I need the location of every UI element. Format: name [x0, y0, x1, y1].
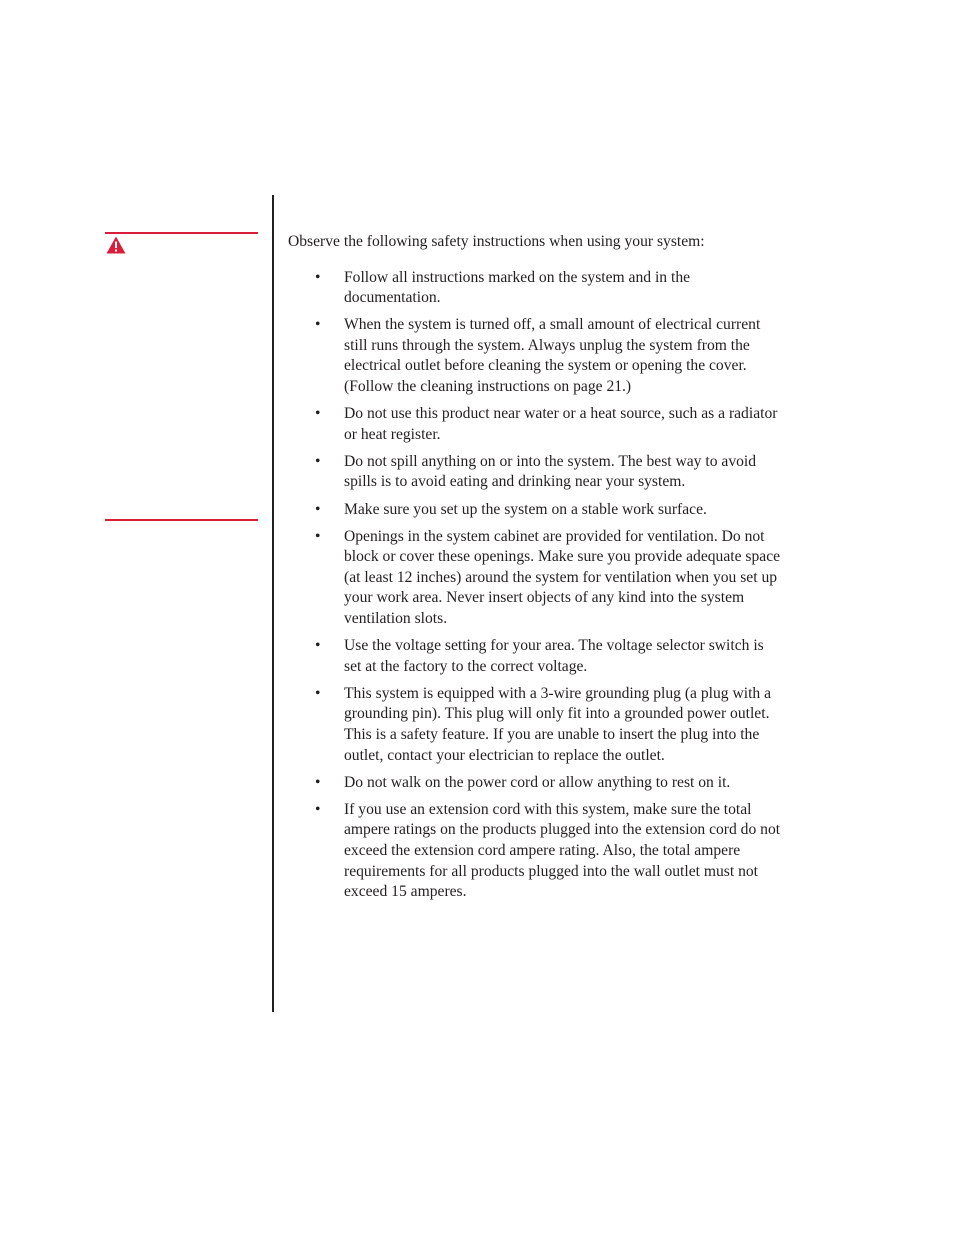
- list-item: • Use the voltage setting for your area. The voltage selector switch is set at the factory to the correct voltage.: [315, 637, 764, 675]
- sidebar-bottom-rule: [105, 519, 258, 521]
- intro-text: Observe the following safety instructions when using your system:: [288, 233, 705, 250]
- list-item: • If you use an extension cord with this system, make sure the total ampere ratings on the products plugged into the extension cord do not exceed the extension cord ampere rating. Also, the total ampere requirements for all products plugged into the wall outlet must not exceed 15 amperes.: [315, 800, 781, 901]
- bullet-icon: •: [315, 637, 321, 655]
- warning-triangle-icon: [106, 236, 126, 254]
- bullet-icon: •: [315, 800, 321, 818]
- bullet-icon: •: [315, 500, 321, 518]
- instruction-list: [288, 268, 783, 903]
- list-item: • Openings in the system cabinet are provided for ventilation. Do not block or cover these openings. Make sure you provide adequate space (at least 12 inches) around the system for ventilation when you set up your work area. Never insert objects of any kind into the system ventilation slots.: [315, 527, 781, 627]
- margin-divider: [272, 195, 274, 1012]
- list-item: • This system is equipped with a 3-wire grounding plug (a plug with a grounding pin). This plug will only fit into a grounded power outlet. This is a safety feature. If you are unable to insert the plug into the outlet, contact your electrician to replace the outlet.: [315, 684, 772, 764]
- list-item: • Make sure you set up the system on a stable work surface.: [288, 500, 783, 521]
- list-item: • Do not spill anything on or into the system. The best way to avoid spills is to avoid eating and drinking near your system.: [315, 452, 757, 491]
- safety-instructions: [288, 232, 783, 909]
- bullet-icon: •: [315, 773, 321, 791]
- list-item: • When the system is turned off, a small amount of electrical current still runs through the system. Always unplug the system from the electrical outlet before cleaning the system or opening the cover. (Follow the cleaning instructions on page 21.): [315, 316, 761, 396]
- list-item: • Follow all instructions marked on the system and in the documentation.: [315, 268, 691, 307]
- bullet-icon: •: [315, 405, 321, 423]
- bullet-icon: •: [315, 527, 321, 545]
- bullet-icon: •: [315, 684, 321, 702]
- bullet-icon: •: [315, 316, 321, 334]
- list-item: • Do not walk on the power cord or allow anything to rest on it.: [288, 773, 783, 794]
- bullet-icon: •: [315, 452, 321, 470]
- sidebar-top-rule: [105, 232, 258, 234]
- bullet-icon: •: [315, 268, 321, 286]
- list-item: • Do not use this product near water or a heat source, such as a radiator or heat register.: [315, 405, 778, 443]
